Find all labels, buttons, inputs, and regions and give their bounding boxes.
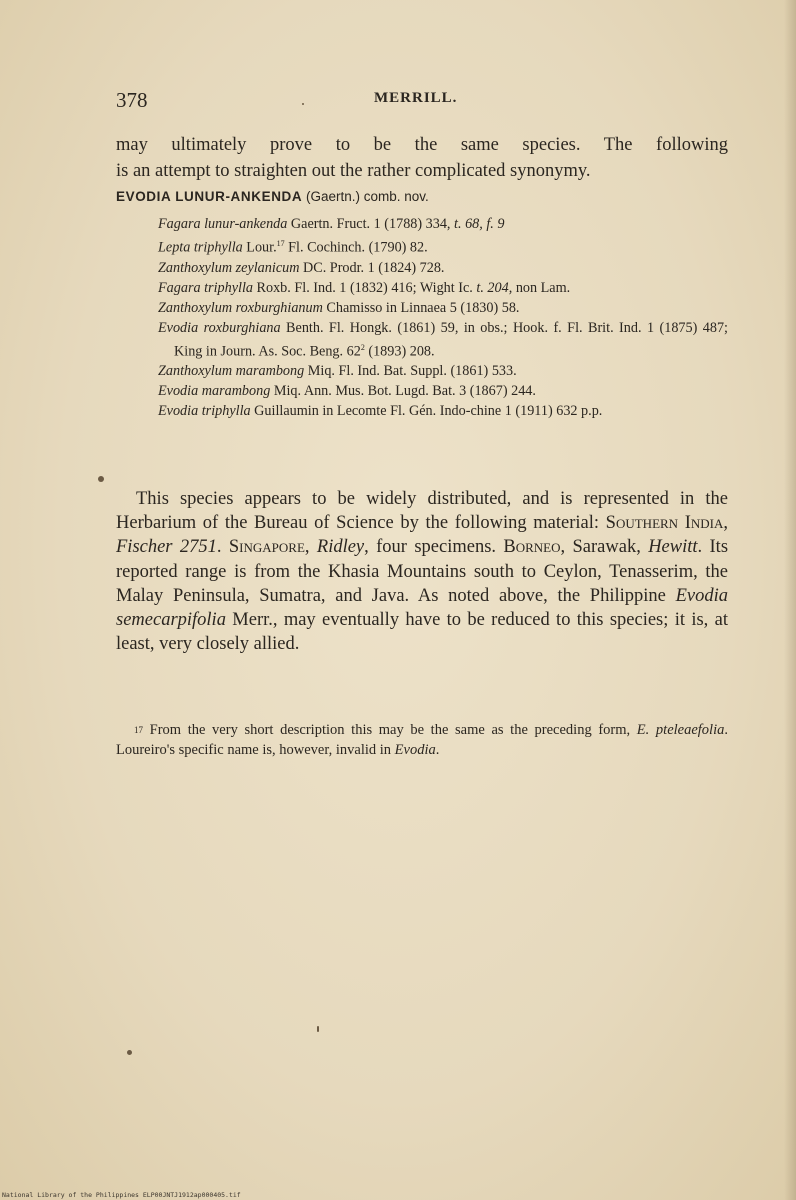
running-head-author: MERRILL. [374, 90, 458, 106]
paper-speck [127, 1050, 132, 1055]
locality-borneo: Borneo [503, 537, 561, 558]
lead-paragraph [116, 132, 728, 184]
collector-hewitt: Hewitt [648, 537, 698, 558]
synonym-entry: Fagara lunur-ankenda Gaertn. Fruct. 1 (1788) 334, t. 68, f. 9 [158, 216, 505, 232]
locality-southern-india: Southern India [605, 513, 724, 534]
synonym-entry: Evodia marambong Miq. Ann. Mus. Bot. Lugd. Bat. 3 (1867) 244. [158, 383, 536, 400]
page-edge-shadow [784, 0, 796, 1200]
species-evodia-semecarpifolia: Evodia semecarpifolia [116, 585, 728, 631]
synonym-entry: Zanthoxylum marambong Miq. Fl. Ind. Bat. Suppl. (1861) 533. [158, 363, 517, 380]
synonym-entry: Zanthoxylum roxburghianum Chamisso in Linnaea 5 (1830) 58. [158, 299, 520, 316]
synonym-entry: Lepta triphylla Lour.$^{17}$ Fl. Cochinch. (1790) 82. [158, 239, 428, 256]
synonym-entry: Fagara triphylla Roxb. Fl. Ind. 1 (1832) 416; Wight Ic. t. 204, non Lam. [158, 279, 571, 296]
paper-speck [317, 1026, 319, 1032]
lead-line-1: may ultimately prove to be the same species. The following [116, 135, 728, 155]
running-header [116, 88, 726, 120]
lead-line-2: is an attempt to straighten out the rather complicated synonymy. [116, 161, 591, 181]
synonymy-list [158, 214, 728, 421]
species-heading [116, 189, 429, 204]
species-name: EVODIA LUNUR-ANKENDA [116, 189, 303, 204]
synonym-entry: Zanthoxylum zeylanicum DC. Prodr. 1 (1824) 728. [158, 259, 445, 276]
collector-fischer: Fischer 2751 [116, 537, 217, 558]
synonym-entry: Evodia triphylla Guillaumin in Lecomte Fl. Gén. Indo-chine 1 (1911) 632 p.p. [158, 403, 603, 420]
paper-speck [98, 476, 104, 482]
collector-ridley: Ridley [316, 537, 365, 558]
synonym-entry: Evodia roxburghiana Benth. Fl. Hongk. (1861) 59, in obs.; Hook. f. Fl. Brit. Ind. 1 (1875) 487; King in Journ. As. Soc. Beng. $62^2$ (1893) 208. [158, 319, 728, 360]
scan-footer: National Library of the Philippines ELP00JNTJ1912ap000405.tif [2, 1191, 241, 1199]
footnote-mark: 17 [134, 725, 143, 735]
footnote: $^{17}$ From the very short description this may be the same as the preceding form, E. pteleaefolia. Loureiro's specific name is, however, invalid in Evodia. [116, 722, 728, 758]
distribution-paragraph: This species appears to be widely distributed, and is represented in the Herbarium of the Bureau of Science by the following material: Southern India, Fischer 2751. Singapore, Ridley, four specimens. Borneo, Sarawak, Hewitt. Its reported range is from the Khasia Mountains south to Ceylon, Tenasserim, the Malay Peninsula, Sumatra, and Java. As noted above, the Philippine Evodia semecarpifolia Merr., may eventually have to be reduced to this species; it is, at least, very closely allied. [116, 489, 729, 655]
paper-speck [302, 103, 304, 105]
species-authority: (Gaertn.) comb. nov. [306, 189, 429, 204]
page-number: 378 [116, 88, 148, 112]
locality-singapore: Singapore [228, 537, 305, 558]
